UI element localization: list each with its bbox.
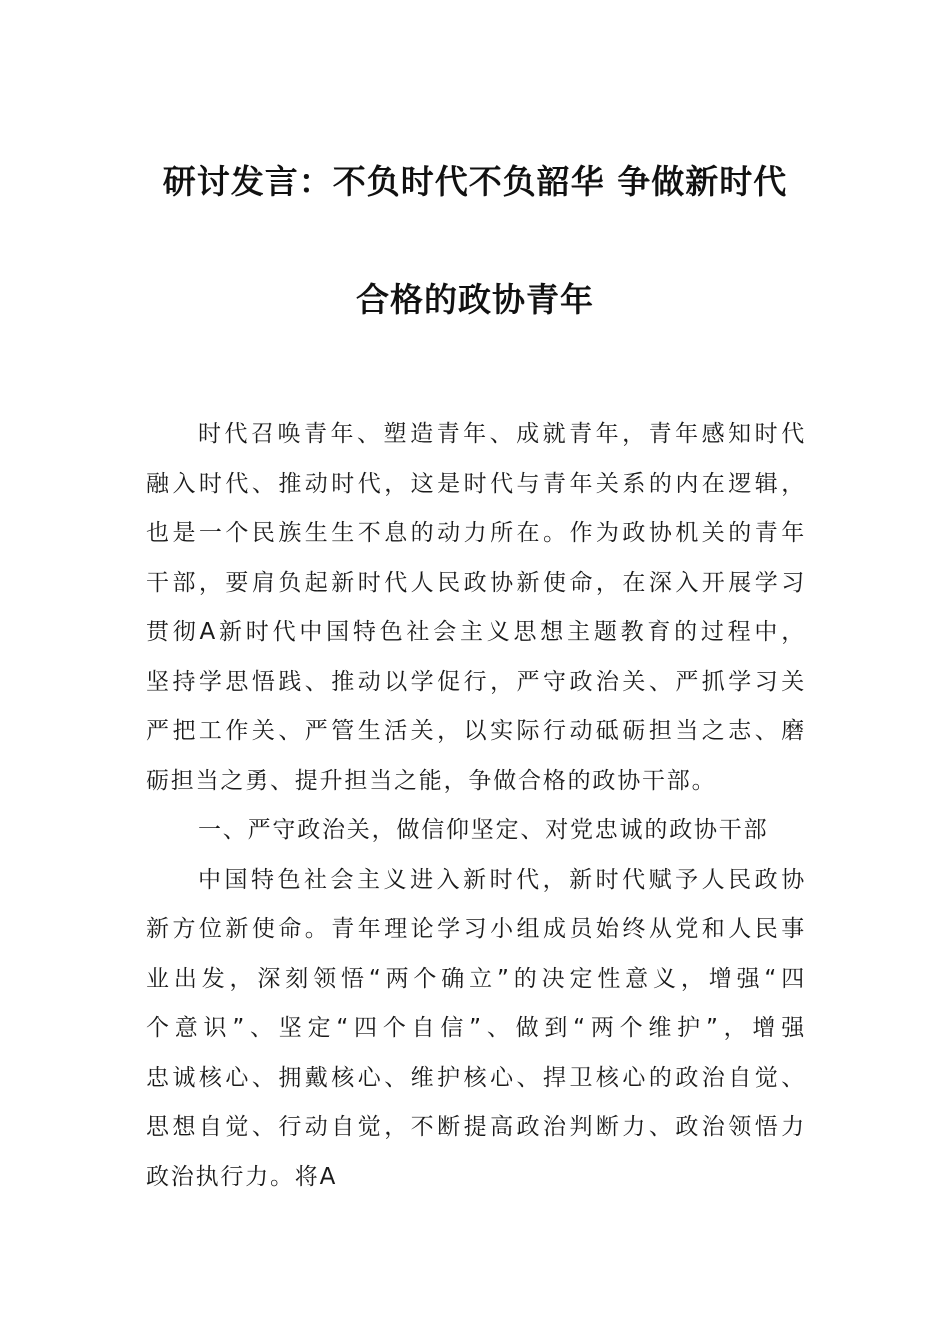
body-line: 新方位新使命。青年理论学习小组成员始终从党和人民事 <box>146 916 806 942</box>
body-line: 干部，要肩负起新时代人民政协新使命，在深入开展学习 <box>146 569 806 596</box>
body-line: 时代召唤青年、塑造青年、成就青年，青年感知时代 <box>198 421 806 447</box>
body-line: 中国特色社会主义进入新时代，新时代赋予人民政协 <box>198 866 806 893</box>
body-line: 业出发，深刻领悟“两个确立”的决定性意义，增强“四 <box>146 965 806 992</box>
document-title-line-1: 研讨发言：不负时代不负韶华 争做新时代 <box>162 162 788 201</box>
body-line: 一、严守政治关，做信仰坚定、对党忠诚的政协干部 <box>198 817 769 843</box>
body-line: 坚持学思悟践、推动以学促行，严守政治关、严抓学习关 <box>146 668 806 695</box>
body-line: 严把工作关、严管生活关，以实际行动砥砺担当之志、磨 <box>146 718 806 744</box>
body-line: 砺担当之勇、提升担当之能，争做合格的政协干部。 <box>146 767 717 794</box>
body-line: 政治执行力。将A <box>146 1163 338 1190</box>
document-body <box>146 410 806 1202</box>
document-title-line-2: 合格的政协青年 <box>356 280 594 319</box>
body-line: 融入时代、推动时代，这是时代与青年关系的内在逻辑， <box>146 470 806 497</box>
body-line: 贯彻A新时代中国特色社会主义思想主题教育的过程中， <box>146 619 806 645</box>
body-line: 思想自觉、行动自觉，不断提高政治判断力、政治领悟力 <box>146 1114 806 1140</box>
body-line: 忠诚核心、拥戴核心、维护核心、捍卫核心的政治自觉、 <box>146 1064 806 1091</box>
body-line: 也是一个民族生生不息的动力所在。作为政协机关的青年 <box>146 520 806 546</box>
body-line: 个意识”、坚定“四个自信”、做到“两个维护”，增强 <box>146 1015 806 1041</box>
